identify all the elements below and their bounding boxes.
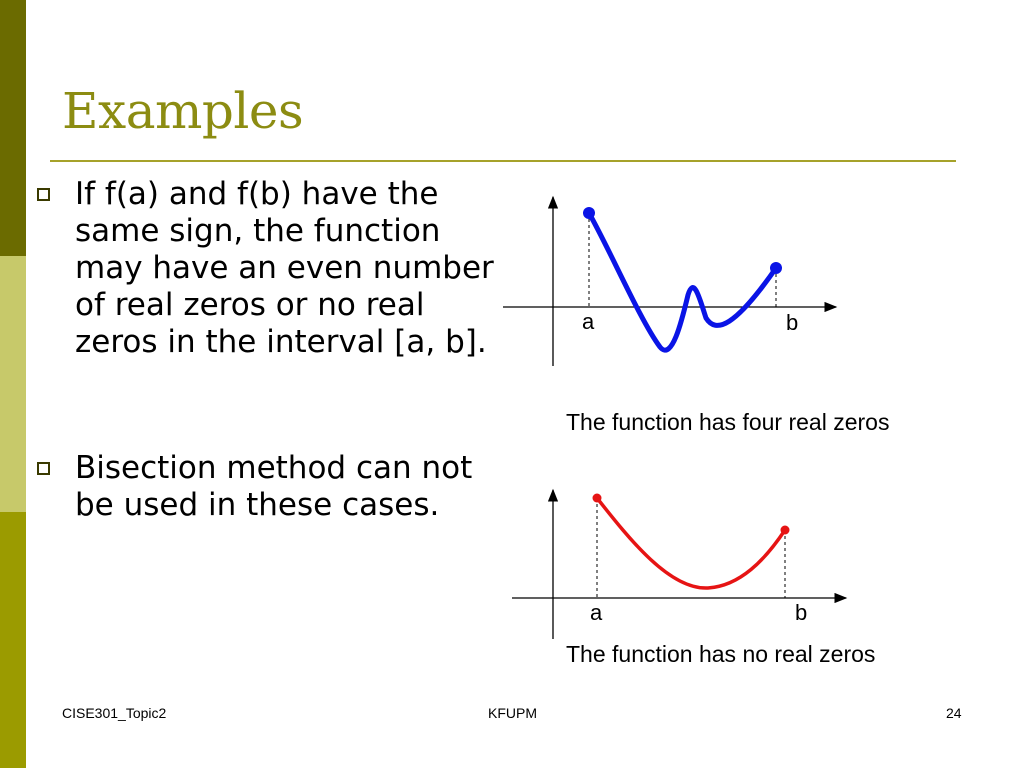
footer-institution: KFUPM xyxy=(488,705,537,721)
label-a: a xyxy=(590,600,603,625)
endpoint-a-dot xyxy=(583,207,595,219)
endpoint-a-dot xyxy=(593,494,602,503)
footer-page-number: 24 xyxy=(946,705,962,721)
endpoint-b-dot xyxy=(781,526,790,535)
diagram-no-zeros xyxy=(512,490,846,639)
diagram-four-zeros xyxy=(503,197,836,366)
slide-title: Examples xyxy=(62,82,304,140)
label-b: b xyxy=(795,600,808,625)
label-a: a xyxy=(582,309,595,334)
diagram-caption: The function has no real zeros xyxy=(566,641,876,667)
diagram-caption: The function has four real zeros xyxy=(566,409,890,435)
bullet-text: If f(a) and f(b) have the same sign, the function may have an even number of real zeros or no real zeros in the interval [a, b]. xyxy=(75,176,494,360)
bullet-text: Bisection method can not be used in these cases. xyxy=(75,450,473,523)
function-curve xyxy=(597,498,785,588)
function-curve xyxy=(589,213,776,350)
endpoint-b-dot xyxy=(770,262,782,274)
footer-course: CISE301_Topic2 xyxy=(62,705,167,721)
label-b: b xyxy=(786,310,799,335)
